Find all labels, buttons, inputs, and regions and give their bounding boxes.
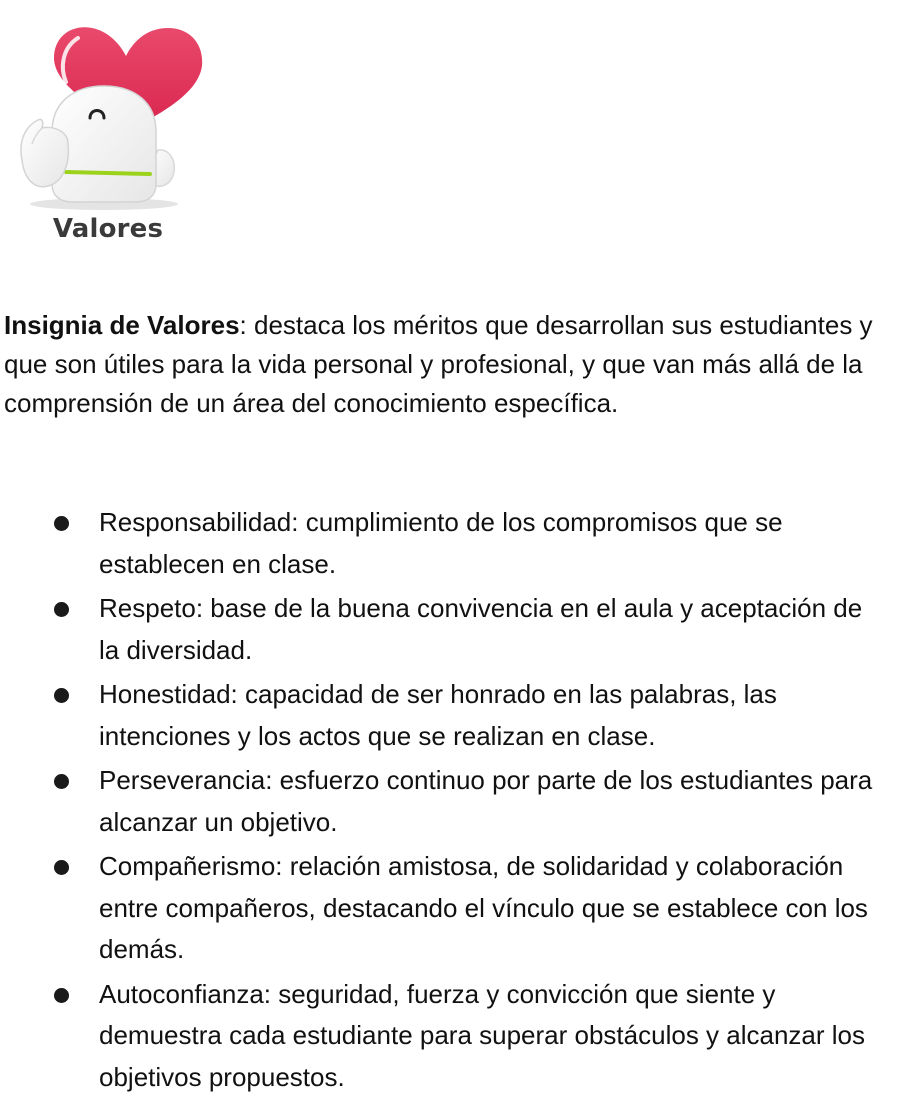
list-item (0, 588, 902, 671)
list-item (0, 974, 902, 1099)
list-item-text: Responsabilidad: cumplimiento de los compromisos que se establecen en clase. (99, 507, 783, 579)
bullet-icon (54, 988, 69, 1003)
bullet-icon (54, 688, 69, 703)
list-item (0, 502, 902, 585)
values-list (0, 502, 902, 1101)
list-item-text: Autoconfianza: seguridad, fuerza y convicción que siente y demuestra cada estudiante para superar obstáculos y alcanzar los objetivos propuestos. (99, 978, 865, 1092)
bullet-icon (54, 516, 69, 531)
list-item (0, 846, 902, 971)
badge-label: Valores (52, 214, 164, 244)
list-item (0, 760, 902, 843)
intro-text: : destaca los méritos que desarrollan sus estudiantes y que son útiles para la vida personal y profesional, y que van más allá de la comprensión de un área del conocimiento específica. (4, 310, 873, 418)
robot-heart-icon (8, 14, 208, 214)
list-item (0, 674, 902, 757)
intro-paragraph (4, 306, 884, 423)
list-item-text: Perseverancia: esfuerzo continuo por parte de los estudiantes para alcanzar un objetivo. (99, 765, 873, 837)
values-badge (8, 14, 208, 254)
bullet-icon (54, 602, 69, 617)
intro-term: Insignia de Valores (4, 310, 240, 340)
bullet-icon (54, 774, 69, 789)
list-item-text: Honestidad: capacidad de ser honrado en las palabras, las intenciones y los actos que se realizan en clase. (99, 679, 777, 751)
bullet-icon (54, 860, 69, 875)
list-item-text: Respeto: base de la buena convivencia en el aula y aceptación de la diversidad. (99, 593, 863, 665)
list-item-text: Compañerismo: relación amistosa, de solidaridad y colaboración entre compañeros, destacando el vínculo que se establece con los demás. (99, 851, 868, 964)
